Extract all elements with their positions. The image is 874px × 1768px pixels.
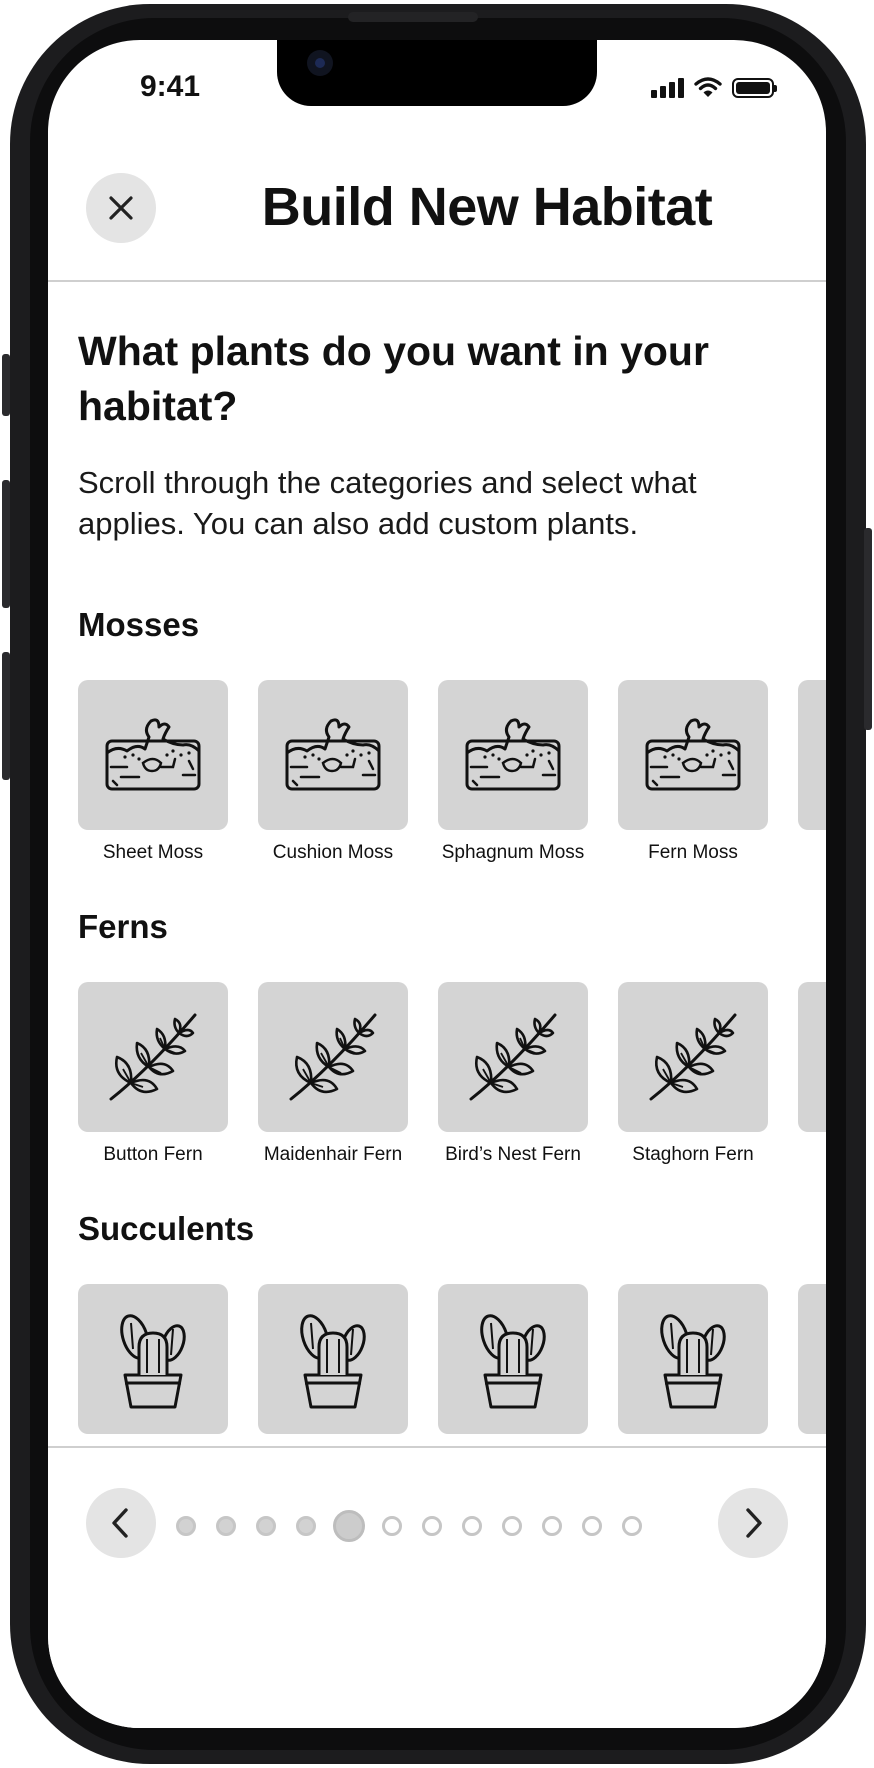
plant-label: Fern Moss	[648, 842, 738, 863]
page-dot[interactable]	[256, 1516, 276, 1536]
signal-icon	[651, 78, 684, 98]
plant-option[interactable]	[438, 1284, 588, 1468]
header	[48, 146, 826, 282]
ferns-row[interactable]	[78, 982, 826, 1166]
chevron-left-icon	[108, 1506, 134, 1540]
cactus-icon	[653, 1309, 733, 1409]
plant-tile[interactable]	[618, 982, 768, 1132]
page-dot[interactable]	[622, 1516, 642, 1536]
page-indicator	[176, 1510, 642, 1542]
page-dot-active[interactable]	[333, 1510, 365, 1542]
previous-button[interactable]	[86, 1488, 156, 1558]
fern-icon	[105, 1009, 201, 1105]
plant-option-partial[interactable]	[798, 1284, 826, 1468]
category-title-ferns: Ferns	[78, 908, 168, 945]
side-button-volume-up	[2, 480, 10, 608]
close-button[interactable]	[86, 173, 156, 243]
plant-tile[interactable]	[798, 1284, 826, 1434]
plant-tile[interactable]	[78, 1284, 228, 1434]
plant-tile[interactable]	[618, 1284, 768, 1434]
next-button[interactable]	[718, 1488, 788, 1558]
page-title: Build New Habitat	[261, 177, 713, 237]
plant-option-partial[interactable]	[798, 982, 826, 1166]
cactus-icon	[113, 1309, 193, 1409]
plant-tile[interactable]	[438, 982, 588, 1132]
earpiece-speaker	[348, 12, 478, 22]
page-dot[interactable]	[462, 1516, 482, 1536]
plant-tile[interactable]	[798, 982, 826, 1132]
plant-label: Button Fern	[103, 1144, 203, 1165]
plant-option[interactable]	[258, 680, 408, 864]
plant-option[interactable]	[438, 680, 588, 864]
plant-label: Sheet Moss	[102, 842, 204, 863]
plant-option[interactable]	[78, 1284, 228, 1468]
page-dot[interactable]	[422, 1516, 442, 1536]
category-title-succulents: Succulents	[78, 1210, 255, 1247]
fern-icon	[285, 1009, 381, 1105]
plant-tile[interactable]	[798, 680, 826, 830]
fern-icon	[645, 1009, 741, 1105]
plant-tile[interactable]	[258, 1284, 408, 1434]
page-dot[interactable]	[502, 1516, 522, 1536]
plant-label: Cushion Moss	[272, 842, 394, 863]
side-button-volume-down	[2, 652, 10, 780]
plant-option-partial[interactable]	[798, 680, 826, 864]
plant-tile[interactable]	[618, 680, 768, 830]
plant-option[interactable]	[258, 982, 408, 1166]
page-dot[interactable]	[176, 1516, 196, 1536]
plant-option[interactable]	[618, 982, 768, 1166]
plant-option[interactable]	[258, 1284, 408, 1468]
side-button-power	[864, 528, 872, 730]
page-dot[interactable]	[296, 1516, 316, 1536]
notch	[277, 40, 597, 106]
plant-option[interactable]	[78, 680, 228, 864]
plant-label: Maidenhair Fern	[263, 1144, 403, 1165]
page-dot[interactable]	[582, 1516, 602, 1536]
moss-log-icon	[463, 715, 563, 795]
page-dot[interactable]	[216, 1516, 236, 1536]
fern-icon	[465, 1009, 561, 1105]
cactus-icon	[293, 1309, 373, 1409]
pagination-footer	[48, 1446, 826, 1728]
status-time: 9:41	[140, 70, 201, 103]
plant-label: Sphagnum Moss	[441, 842, 585, 863]
plant-tile[interactable]	[258, 982, 408, 1132]
cactus-icon	[473, 1309, 553, 1409]
moss-log-icon	[103, 715, 203, 795]
moss-log-icon	[283, 715, 383, 795]
close-icon	[107, 194, 135, 222]
plant-tile[interactable]	[78, 680, 228, 830]
plant-option[interactable]	[618, 1284, 768, 1468]
plant-tile[interactable]	[78, 982, 228, 1132]
side-button-mute	[2, 354, 10, 416]
page-dot[interactable]	[382, 1516, 402, 1536]
plant-tile[interactable]	[438, 680, 588, 830]
plant-label: Staghorn Fern	[632, 1144, 754, 1165]
phone-screen	[48, 40, 826, 1728]
status-icons	[651, 76, 774, 98]
instructions-text: Scroll through the categories and select what applies. You can also add custom plants.	[78, 465, 697, 541]
wifi-icon	[694, 76, 722, 98]
mosses-row[interactable]	[78, 680, 826, 864]
category-title-mosses: Mosses	[78, 606, 200, 643]
moss-log-icon	[643, 715, 743, 795]
succulents-row[interactable]	[78, 1284, 826, 1468]
plant-option[interactable]	[618, 680, 768, 864]
front-camera	[307, 50, 333, 76]
plant-label: Bird’s Nest Fern	[445, 1144, 581, 1165]
plant-option[interactable]	[78, 982, 228, 1166]
plant-option[interactable]	[438, 982, 588, 1166]
plant-tile[interactable]	[258, 680, 408, 830]
page-dot[interactable]	[542, 1516, 562, 1536]
chevron-right-icon	[740, 1506, 766, 1540]
plant-tile[interactable]	[438, 1284, 588, 1434]
question-heading: What plants do you want in your habitat?	[78, 328, 709, 429]
battery-icon	[732, 78, 774, 98]
